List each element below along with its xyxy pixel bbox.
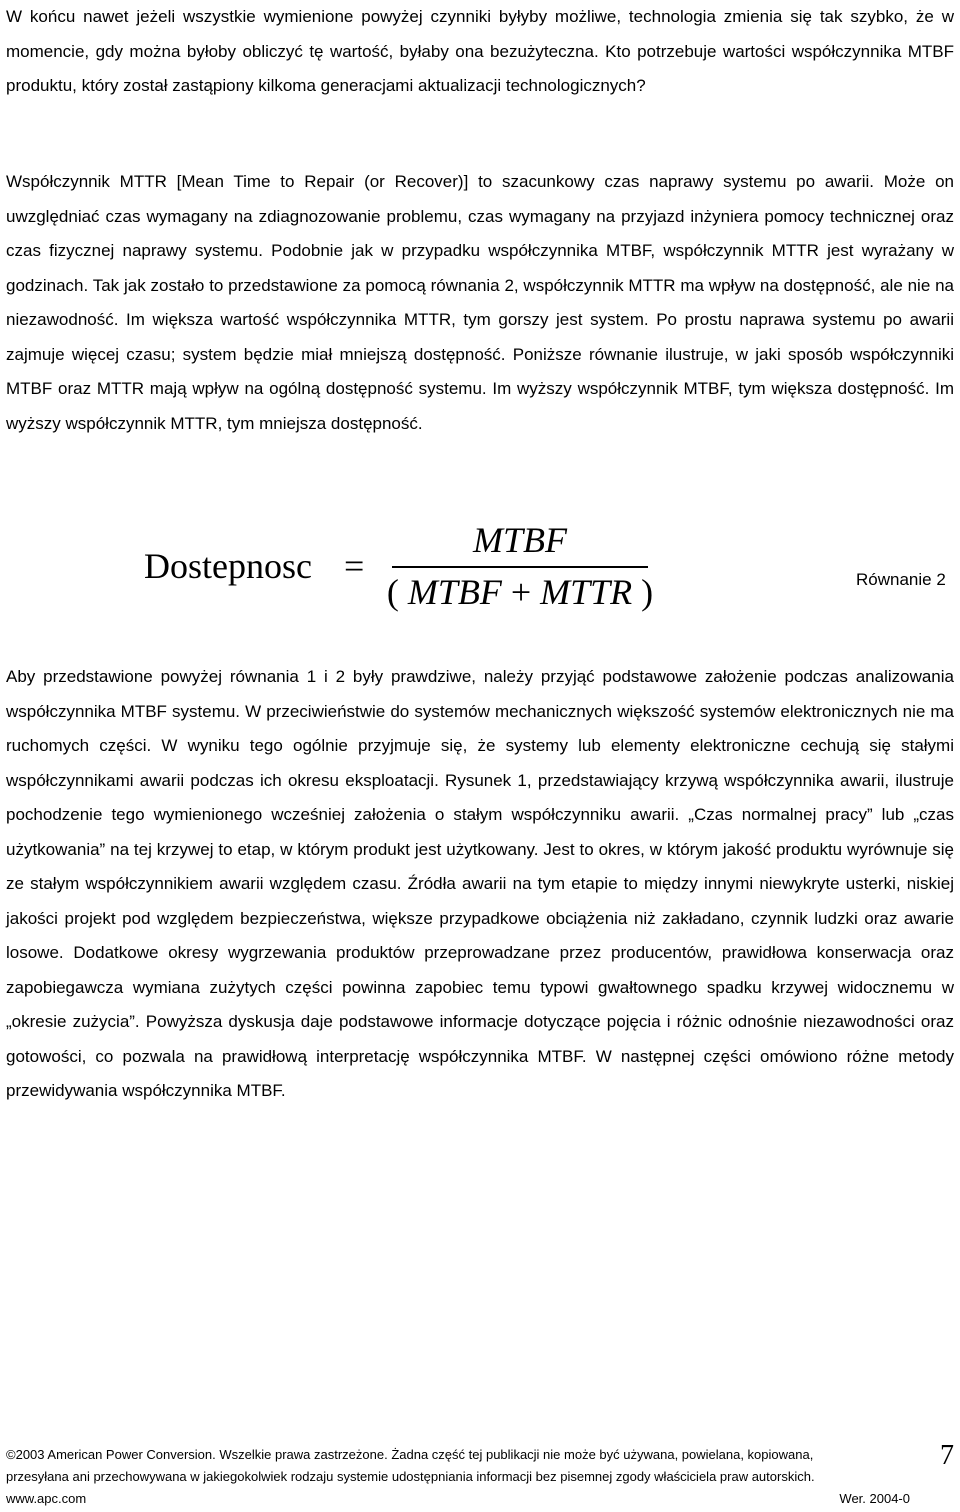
equation-denominator xyxy=(384,568,656,616)
den-term-mtbf: MTBF xyxy=(407,572,502,612)
availability-equation xyxy=(144,518,664,628)
equation-numerator: MTBF xyxy=(473,520,567,560)
footer-line-2: przesyłana ani przechowywana w jakiegokolwiek rodzaju systemie udostępniania informacji bez pisemnej zgody właściciela praw autorskich. xyxy=(6,1469,815,1484)
den-plus: + xyxy=(510,572,532,612)
paragraph-assumption: Aby przedstawione powyżej równania 1 i 2 były prawdziwe, należy przyjąć podstawowe założenie podczas analizowania współczynnika MTBF systemu. W przeciwieństwie do systemów mechanicznych większość systemów elektronicznych nie ma ruchomych części. W wyniku tego ogólnie przyjmuje się, że systemy lub elementy elektroniczne cechują się stałymi współczynnikami awarii podczas ich okresu eksploatacji. Rysunek 1, przedstawiający krzywą współczynnika awarii, ilustruje pochodzenie tego wymienionego wcześniej założenia o stałym współczynniku awarii. „Czas normalnej pracy” lub „czas użytkowania” na tej krzywej to etap, w którym produkt jest użytkowany. Jest to okres, w którym jakość produktu wyrównuje się ze stałym współczynnikiem awarii względem czasu. Źródła awarii na tym etapie to między innymi niewykryte usterki, niskiej jakości projekt pod względem bezpieczeństwa, większe przypadkowe obciążenia niż zakładano, czynnik ludzki oraz awarie losowe. Dodatkowe okresy wygrzewania produktów przeprowadzane przez producentów, prawidłowa konserwacja oraz zapobiegawcza wymiana zużytych części powinna zapobiec temu typowi gwałtownego spadku krzywej widocznemu w „okresie zużycia”. Powyższa dyskusja daje podstawowe informacje dotyczące pojęcia i różnic odnośnie niezawodności oraz gotowości, co pozwala na prawidłową interpretację współczynnika MTBF. W następnej części omówiono różne metody przewidywania współczynnika MTBF. xyxy=(6,667,954,1100)
equation-fraction xyxy=(384,518,656,616)
den-term-mttr: MTTR xyxy=(540,572,633,612)
footer-copyright-line xyxy=(6,1444,910,1466)
den-close-paren: ) xyxy=(641,572,654,612)
copyright-symbol: © xyxy=(6,1447,16,1462)
page-footer xyxy=(6,1444,910,1510)
equation-lhs: Dostepnosc xyxy=(144,546,312,586)
footer-line-1: 2003 American Power Conversion. Wszelkie prawa zastrzeżone. Żadna część tej publikacji nie może być używana, powielana, kopiowana, xyxy=(15,1447,814,1462)
page-number: 7 xyxy=(940,1440,954,1471)
paragraph-mttr: Współczynnik MTTR [Mean Time to Repair (or Recover)] to szacunkowy czas naprawy systemu po awarii. Może on uwzględniać czas wymagany na zdiagnozowanie problemu, czas wymagany na przyjazd inżyniera pomocy technicznej oraz czas fizycznej naprawy systemu. Podobnie jak w przypadku współczynnika MTBF, współczynnik MTTR jest wyrażany w godzinach. Tak jak zostało to przedstawione za pomocą równania 2, współczynnik MTTR ma wpływ na dostępność, ale nie na niezawodność. Im większa wartość współczynnika MTTR, tym gorszy jest system. Po prostu naprawa systemu po awarii zajmuje więcej czasu; system będzie miał mniejszą dostępność. Poniższe równanie ilustruje, w jaki sposób współczynniki MTBF oraz MTTR mają wpływ na ogólną dostępność systemu. Im wyższy współczynnik MTBF, tym większa dostępność. Im wyższy współczynnik MTTR, tym mniejsza dostępność. xyxy=(6,172,954,433)
equation-label: Równanie 2 xyxy=(856,570,946,589)
footer-version: Wer. 2004-0 xyxy=(839,1491,910,1506)
footer-rights-line xyxy=(6,1466,910,1488)
footer-meta-line xyxy=(6,1488,910,1510)
paragraph-intro: W końcu nawet jeżeli wszystkie wymienione powyżej czynniki byłyby możliwe, technologia zmienia się tak szybko, że w momencie, gdy można byłoby obliczyć tę wartość, byłaby ona bezużyteczna. Kto potrzebuje wartości współczynnika MTBF produktu, który został zastąpiony kilkoma generacjami aktualizacji technologicznych? xyxy=(6,7,954,95)
footer-website-link[interactable]: www.apc.com xyxy=(6,1491,87,1506)
equation-equals: = xyxy=(344,546,365,586)
den-open-paren: ( xyxy=(386,572,399,612)
